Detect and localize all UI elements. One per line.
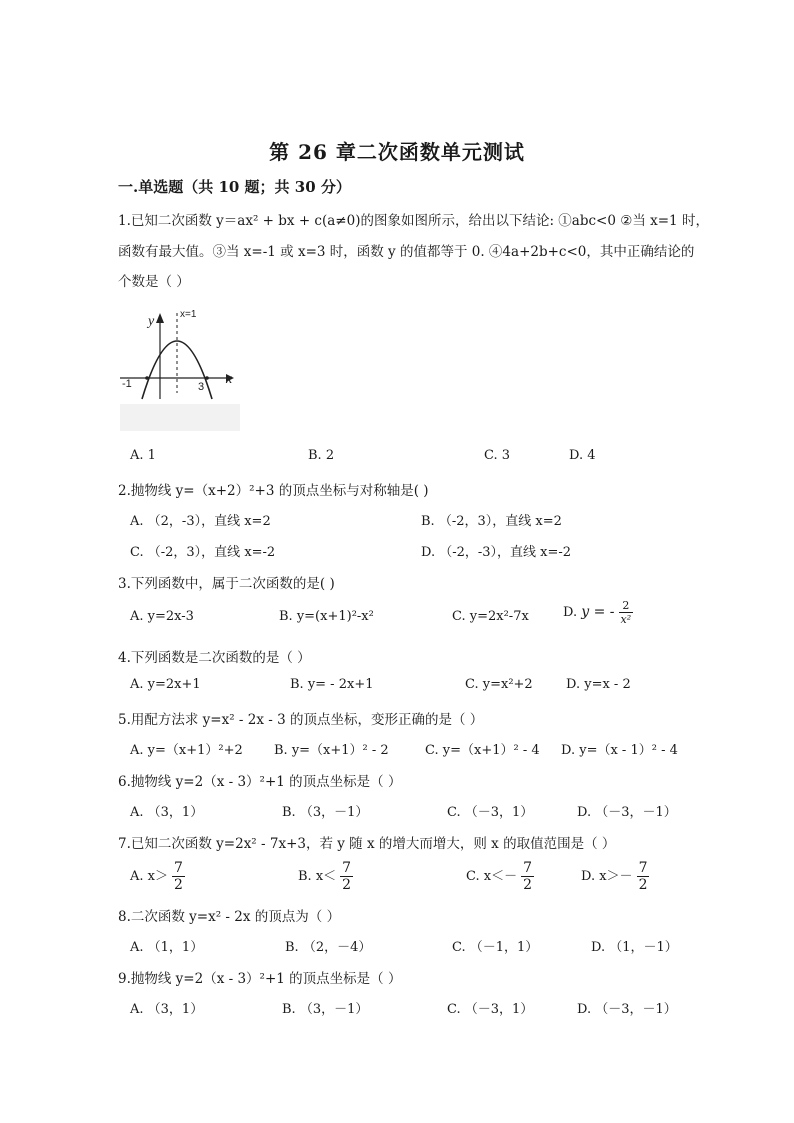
q3-option-c: C. y=2x²-7x [452,609,529,624]
fraction-denominator: 2 [342,877,352,893]
label-neg1: -1 [122,378,132,390]
q6-option-a: A. （3，1） [130,805,204,820]
q5-option-d: D. y=（x - 1）² - 4 [561,743,678,758]
q2-option-a: A. （2，-3），直线 x=2 [130,514,271,529]
parabola-graph [118,303,242,431]
q8-option-b: B. （2，－4） [285,940,372,955]
q8-option-a: A. （1，1） [130,940,204,955]
q7-option-b-fraction [340,861,353,892]
q9-option-a: A. （3，1） [130,1002,204,1017]
q8-option-c: C. （－1，1） [452,940,539,955]
q7-option-d-fraction [637,861,650,892]
y-label: y [148,314,155,329]
question-9: 9.抛物线 y=2（x - 3）²+1 的顶点坐标是（ ） [118,971,402,987]
page-title: 第 26 章二次函数单元测试 [269,140,525,164]
question-1-line-1: 1.已知二次函数 y＝ax² + bx + c(a≠0)的图象如图所示，给出以下结论: ①abc<0 ②当 x=1 时， [118,213,709,229]
q1-option-b: B. 2 [308,448,335,463]
section-heading: 一.单选题（共 10 题；共 30 分） [118,178,351,196]
q7-option-b-label: B. x＜ [298,869,337,884]
q7-option-c-fraction [521,861,534,892]
fraction-denominator: 2 [638,877,648,893]
fraction-denominator: x² [620,613,632,626]
question-4: 4.下列函数是二次函数的是（ ） [118,650,311,666]
q7-option-d-label: D. x＞－ [581,869,633,884]
x-label: x [226,372,233,387]
q4-option-a: A. y=2x+1 [130,677,201,692]
q5-option-a: A. y=（x+1）²+2 [130,743,243,758]
q9-option-c: C. （－3，1） [447,1002,534,1017]
root-point-3 [205,376,209,380]
q6-option-d: D. （－3，－1） [577,805,677,820]
fraction-numerator: 7 [342,860,352,876]
question-1-line-2: 函数有最大值。③当 x=-1 或 x=3 时，函数 y 的值都等于 0. ④4a+2b+c<0，其中正确结论的 [118,244,695,260]
q3-option-a: A. y=2x-3 [130,609,194,624]
question-1-line-3: 个数是（ ） [118,274,190,290]
q7-option-a-fraction [172,861,185,892]
root-point-neg1 [145,376,149,380]
q1-option-d: D. 4 [569,448,596,463]
q7-option-a-label: A. x＞ [130,869,168,884]
q4-option-b: B. y= - 2x+1 [290,677,374,692]
q7-option-d [581,861,649,892]
q5-option-b: B. y=（x+1）² - 2 [274,743,389,758]
q1-option-a: A. 1 [130,448,156,463]
fraction-denominator: 2 [523,877,533,893]
q3-option-d-fraction [619,600,634,625]
question-8: 8.二次函数 y=x² - 2x 的顶点为（ ） [118,909,341,925]
q3-option-b: B. y=(x+1)²-x² [279,609,374,624]
q6-option-b: B. （3，－1） [282,805,369,820]
q4-option-d: D. y=x - 2 [566,677,631,692]
q1-option-c: C. 3 [484,448,511,463]
fraction-numerator: 7 [638,860,648,876]
q7-option-a [130,861,185,892]
q9-option-b: B. （3，－1） [282,1002,369,1017]
question-6: 6.抛物线 y=2（x - 3）²+1 的顶点坐标是（ ） [118,774,402,790]
question-2: 2.抛物线 y=（x+2）²+3 的顶点坐标与对称轴是( ) [118,483,429,499]
y-axis-arrow [156,313,164,323]
fraction-numerator: 7 [174,860,183,876]
fraction-numerator: 7 [523,860,533,876]
q2-option-d: D. （-2，-3），直线 x=-2 [421,545,572,560]
q9-option-d: D. （－3，－1） [577,1002,677,1017]
symmetry-label: x=1 [180,309,197,320]
q7-option-c-label: C. x＜－ [466,869,518,884]
question-7: 7.已知二次函数 y=2x² - 7x+3，若 y 随 x 的增大而增大，则 x 的取值范围是（ ） [118,836,616,852]
question-5: 5.用配方法求 y=x² - 2x - 3 的顶点坐标，变形正确的是（ ） [118,712,484,728]
fraction-numerator: 2 [619,600,634,613]
q2-option-c: C. （-2，3），直线 x=-2 [130,545,276,560]
fraction-denominator: 2 [174,877,183,893]
q3-option-d [563,600,633,625]
q4-option-c: C. y=x²+2 [465,677,533,692]
q7-option-b [298,861,353,892]
q6-option-c: C. （－3，1） [447,805,534,820]
q3-option-d-prefix: D. [563,605,582,620]
q7-option-c [466,861,534,892]
q3-option-d-expr: y = - [581,604,615,620]
label-3: 3 [198,381,205,393]
question-3: 3.下列函数中，属于二次函数的是( ) [118,576,335,592]
q2-option-b: B. （-2，3），直线 x=2 [421,514,562,529]
q8-option-d: D. （1，－1） [591,940,678,955]
q5-option-c: C. y=（x+1）² - 4 [425,743,540,758]
